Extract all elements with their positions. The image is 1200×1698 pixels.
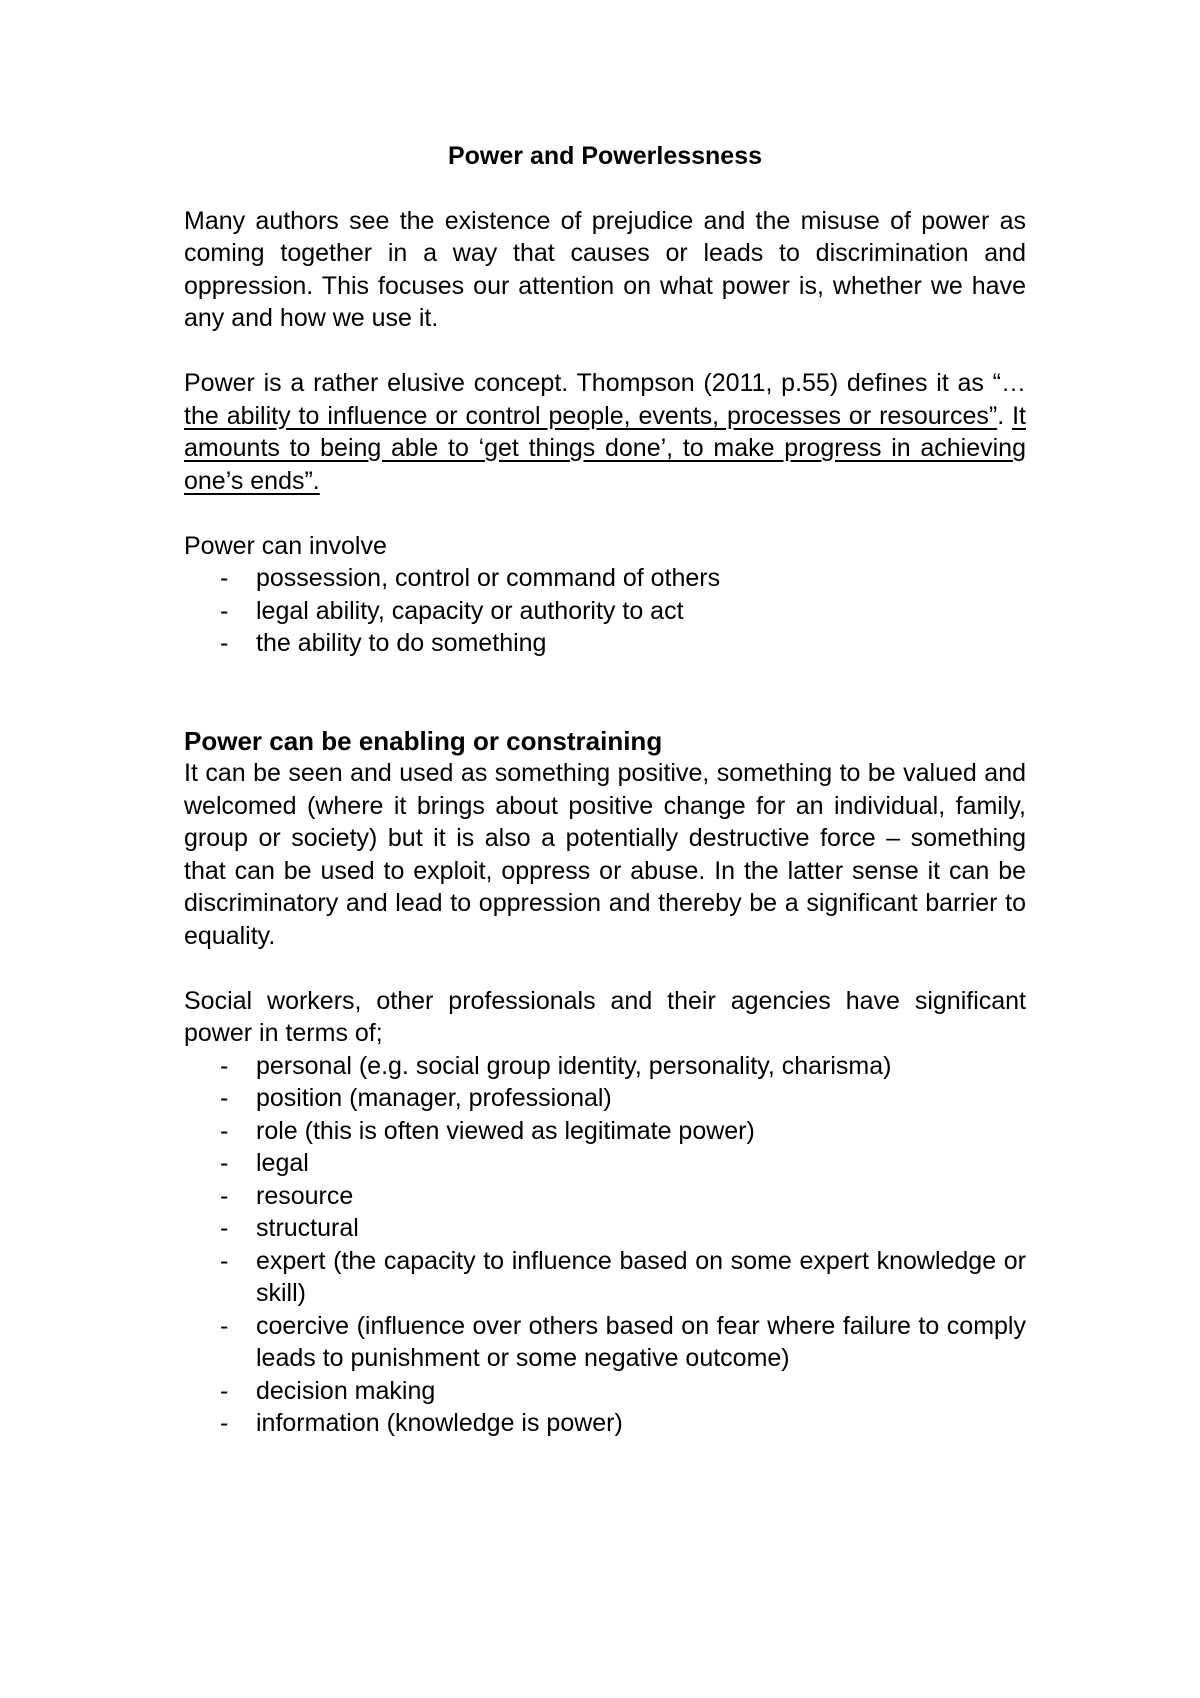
list-item-text: legal ability, capacity or authority to act <box>256 596 684 625</box>
dash-bullet: - <box>220 1181 229 1210</box>
section-heading: Power can be enabling or constraining <box>184 725 663 756</box>
list-item <box>220 1082 1026 1115</box>
list-item-text: personal (e.g. social group identity, personality, charisma) <box>256 1051 892 1080</box>
involve-list <box>184 562 1026 660</box>
list-item-text: possession, control or command of others <box>256 564 721 592</box>
list-item <box>220 1147 1026 1180</box>
list-item <box>220 1212 1026 1245</box>
dash-bullet: - <box>220 1214 229 1242</box>
involve-intro: Power can involve <box>184 531 387 560</box>
list-item-text: resource <box>256 1181 354 1210</box>
list-item <box>220 1310 1026 1375</box>
list-item-text: decision making <box>256 1376 436 1405</box>
dash-bullet: - <box>220 1149 229 1177</box>
list-item-text: expert (the capacity to influence based on some expert knowledge or skill) <box>256 1246 1026 1307</box>
spacer <box>184 660 1026 725</box>
dash-bullet: - <box>220 564 229 592</box>
list-item-text: the ability to do something <box>256 629 547 657</box>
definition-mid: . <box>997 401 1013 430</box>
dash-bullet: - <box>220 1084 229 1112</box>
definition-paragraph <box>184 367 1026 497</box>
dash-bullet: - <box>220 1116 229 1145</box>
spacer <box>184 335 1026 368</box>
list-item <box>220 1375 1026 1408</box>
list-item <box>220 1407 1026 1440</box>
definition-quote-1: the ability to influence or control people, events, processes or resources” <box>184 401 998 430</box>
definition-lead: Power is a rather elusive concept. Thompson (2011, p.55) defines it as “… <box>184 369 1026 397</box>
document-page <box>184 140 1026 1440</box>
dash-bullet: - <box>220 1311 229 1340</box>
list-item <box>220 1180 1026 1213</box>
list-item <box>220 1245 1026 1310</box>
list-item-text: position (manager, professional) <box>256 1084 612 1112</box>
list-item-text: legal <box>256 1149 309 1177</box>
dash-bullet: - <box>220 629 229 657</box>
list-item-text: structural <box>256 1214 359 1242</box>
list-item <box>220 627 1026 660</box>
spacer <box>184 497 1026 530</box>
intro-paragraph: Many authors see the existence of prejudice and the misuse of power as coming together in a way that causes or leads to discrimination and oppression. This focuses our attention on what power is, whether we have any and how we use it. <box>184 206 1026 332</box>
dash-bullet: - <box>220 596 229 625</box>
dash-bullet: - <box>220 1409 229 1437</box>
social-intro: Social workers, other professionals and their agencies have significant power in terms of; <box>184 986 1026 1047</box>
dash-bullet: - <box>220 1051 229 1080</box>
dash-bullet: - <box>220 1376 229 1405</box>
definition-quote-2: It amounts to being able to ‘get things done’, to make progress in achieving one’s ends”. <box>184 401 1026 495</box>
list-item <box>220 562 1026 595</box>
list-item <box>220 595 1026 628</box>
list-item-text: coercive (influence over others based on fear where failure to comply leads to punishment or some negative outcome) <box>256 1311 1026 1372</box>
document-title: Power and Powerlessness <box>447 142 763 170</box>
social-list <box>184 1050 1026 1440</box>
list-item-text: information (knowledge is power) <box>256 1409 623 1437</box>
list-item <box>220 1050 1026 1083</box>
dash-bullet: - <box>220 1246 229 1275</box>
spacer <box>184 952 1026 985</box>
list-item-text: role (this is often viewed as legitimate power) <box>256 1116 755 1145</box>
section-body: It can be seen and used as something positive, something to be valued and welcomed (where it brings about positive change for an individual, family, group or society) but it is also a potentially destructive force – something that can be used to exploit, oppress or abuse. In the latter sense it can be discriminatory and lead to oppression and thereby be a significant barrier to equality. <box>184 759 1026 950</box>
list-item <box>220 1115 1026 1148</box>
